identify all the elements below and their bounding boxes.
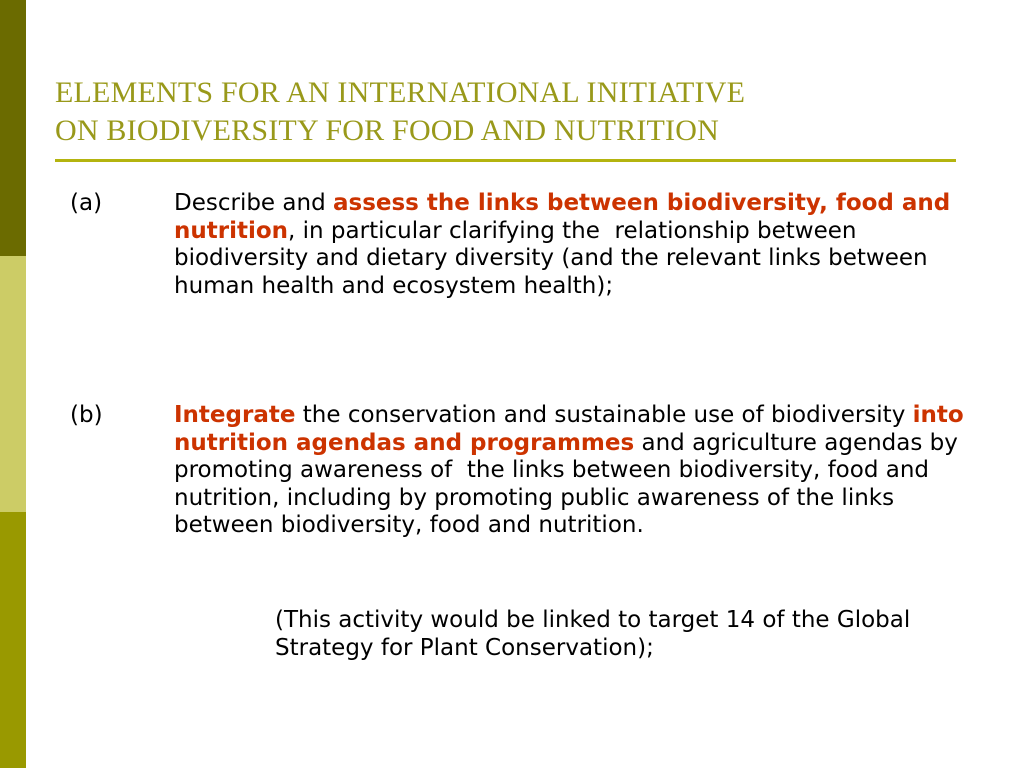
- list-item-b: [70, 402, 970, 572]
- item-highlight: into nutrition agendas and programmes: [174, 402, 972, 456]
- item-highlight: Integrate: [174, 402, 296, 428]
- item-text: and agriculture agendas by promoting awareness of the links between biodiversity, food and nutrition, including by promoting public awareness of the links between biodiversity, food and nutrition.: [174, 429, 966, 538]
- activity-note: (This activity would be linked to target 14 of the Global Strategy for Plant Conservation);: [275, 607, 911, 661]
- item-body: [174, 190, 964, 300]
- item-text: the conservation and sustainable use of biodiversity: [295, 402, 913, 428]
- item-body: [174, 402, 972, 540]
- title-line-2: ON BIODIVERSITY FOR FOOD AND NUTRITION: [55, 114, 719, 147]
- side-bar-middle: [0, 256, 26, 512]
- slide-title: [55, 74, 975, 150]
- item-highlight: assess the links between biodiversity, food and nutrition: [174, 190, 959, 244]
- list-item-a: [70, 190, 970, 330]
- item-text: Describe and: [174, 190, 333, 216]
- title-line-1: ELEMENTS FOR AN INTERNATIONAL INITIATIVE: [55, 76, 746, 109]
- item-text: , in particular clarifying the relationship between biodiversity and dietary diversity (and the relevant links between human health and ecosystem health);: [174, 217, 935, 299]
- side-bar-top: [0, 0, 26, 256]
- side-bar-bottom: [0, 512, 26, 768]
- item-label: (a): [70, 190, 103, 216]
- item-label: (b): [70, 402, 103, 428]
- title-underline: [55, 159, 956, 162]
